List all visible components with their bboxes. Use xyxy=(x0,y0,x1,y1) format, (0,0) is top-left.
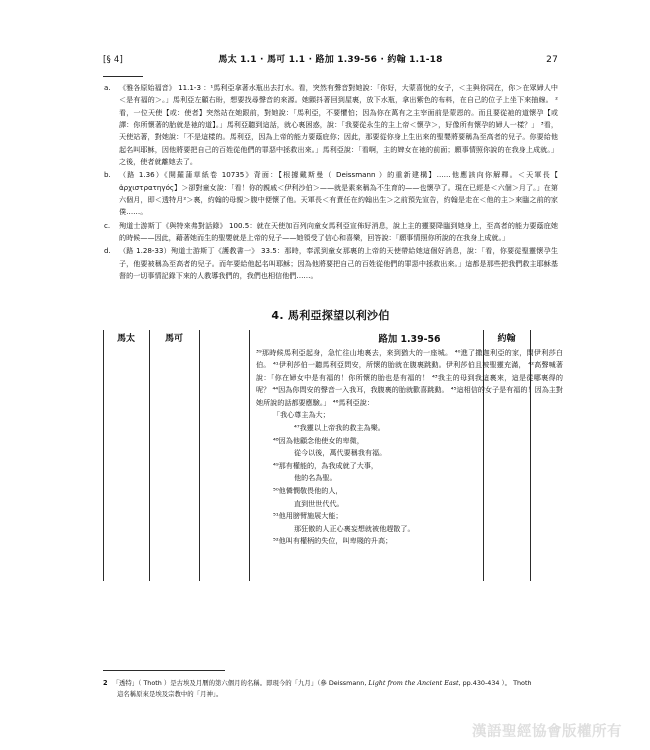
footnote-divider xyxy=(103,670,225,671)
note-label: a. xyxy=(104,83,111,92)
page-number: 27 xyxy=(546,55,558,65)
poem-line: ⁵¹他用膀臂施展大能； xyxy=(273,511,343,521)
poem-line: 從今以後，萬代要稱我有福。 xyxy=(294,448,387,458)
note-item xyxy=(103,82,558,168)
section-marker: [§ 4] xyxy=(103,55,123,65)
column-header-mark: 馬可 xyxy=(164,333,183,344)
poem-line: ⁴⁸因為他顧念他使女的卑微， xyxy=(273,435,364,445)
note-text: 殉道士游斯丁《與特來弗對話錄》 100.5：就在天使加百列向童女馬利亞宣佈好消息，說上主的靈要降臨到她身上，至高者的能力要蔭庇她的時候——因此，藉著她而生的聖嬰就是上帝的兒子——她領受了信心和喜樂，回答說：「願事情照你所說的在我身上成就。」 xyxy=(119,220,558,243)
note-item xyxy=(103,169,558,218)
copyright-watermark: 漢語聖經協會版權所有 xyxy=(472,724,622,740)
header-divider xyxy=(103,76,143,77)
running-head xyxy=(103,48,558,72)
table-rule-2 xyxy=(149,330,150,581)
footnote-number: 2 xyxy=(103,679,108,687)
footnote-text-post: , pp.430-434 ）。 Thoth xyxy=(458,679,532,687)
footnote xyxy=(103,678,558,701)
note-label: b. xyxy=(104,170,111,180)
running-title: 馬太 1.1 · 馬可 1.1 · 路加 1.39-56 · 約翰 1.1-18 xyxy=(218,55,443,65)
note-text: （路 1.28-33）殉道士游斯丁《護教書一》 33.5：那時，奉派到童女那裏的上帝的天使帶給她這個好消息，說：「看，你要從聖靈懷孕生子，他要被稱為至高者的兒子。而年要給他起名叫耶穌；因為他將要把自己的百姓從他們的罪惡中拯救出來。」這都是那些把我們救主耶穌基督的一切事情記錄下來的人教導我們的，我們也相信他們……。 xyxy=(119,246,558,281)
footnote-text-line2: 這名稱原來是埃及宗教中的「月神」。 xyxy=(117,690,223,699)
table-rule-1 xyxy=(103,330,104,581)
note-label: d. xyxy=(104,246,111,256)
section-title: 4. 馬利亞探望以利沙伯 xyxy=(271,308,390,322)
poem-line: 「我心尊主為大； xyxy=(273,410,330,420)
note-label: c. xyxy=(104,220,111,230)
note-text: 《雅各原始福音》 11.1-3 ：¹馬利亞拿著水瓶出去打水。看，突然有聲音對她說：「你好，大蒙喜悅的女子，＜主與你同在，你＞在眾婦人中＜是有福的＞。」馬利亞左顧右盼，想要找尋聲音的來源。她顫抖著回到屋裏，放下水瓶，拿出紫色的布料，在自己的位子上坐下來抽線。 ²看，一位天使【或：使者】突然站在她跟前，對她說：「馬利亞，不要懼怕；因為你在萬有之主宰面前是蒙恩的。而且要從祂的道懷孕【或譯：你所懷著的胎就是祂的道】。」馬利亞聽到這話，就心裏困惑，說：「我要從永生的主上帝＜懷孕＞，好像所有懷孕的婦人一樣？」 ³看，天使站著，對她說：「不是這樣的。馬利亞，因為上帝的能力要蔭庇你；因此，那要從你身上生出來的聖嬰將要稱為至高者的兒子。你要給他起名叫耶穌，因他將要把自己的百姓從他們的罪惡中拯救出來。」馬利亞說：「看啊，主的婢女在祂的前面；願事情照你說的在我身上成就。」之後，使者就離她去了。 xyxy=(119,83,558,167)
poem-line: 直到世世代代。 xyxy=(294,498,344,508)
poem-line: ⁴⁷我靈以上帝我的救主為樂。 xyxy=(294,423,385,433)
lettered-notes xyxy=(103,82,558,283)
footnote-citation-title: Light from the Ancient East xyxy=(368,679,459,687)
column-header-luke: 路加 1.39-56 xyxy=(378,333,441,345)
column-header-john: 約翰 xyxy=(497,333,516,344)
poem-line: ⁵⁰他憐憫敬畏他的人， xyxy=(273,486,343,496)
table-rule-3 xyxy=(199,330,200,581)
luke-passage xyxy=(256,347,563,549)
poem-line: 他的名為聖。 xyxy=(294,473,337,483)
note-item xyxy=(103,220,558,245)
table-rule-4 xyxy=(249,330,250,581)
luke-prose: ³⁹那時候馬利亞起身，急忙往山地裏去，來到猶大的一座城。 ⁴⁰進了撒迦利亞的家，問伊利莎白伯。 ⁴¹伊利莎伯一聽馬利亞問安，所懷的胎就在腹裏跳動。伊利莎伯且被聖靈充滿， ⁴²高聲喊著說：「你在婦女中是有福的！你所懷的胎也是有福的！ ⁴³我主的母到我這裏來，這是從哪裏得的呢？ ⁴⁴因為你問安的聲音一入我耳，我腹裏的胎就歡喜跳動。 ⁴⁵這相信的女子是有福的！因為主對她所說的話都要應驗。」 ⁴⁶馬利亞說： xyxy=(256,347,563,407)
synopsis-table xyxy=(103,330,563,588)
column-header-matthew: 馬太 xyxy=(116,333,135,344)
poem-line: ⁵²他叫有權柄的失位，叫卑賤的升高； xyxy=(273,536,393,546)
magnificat-poem xyxy=(256,409,563,548)
note-item xyxy=(103,245,558,282)
note-text: （路 1.36）《開羅蒲草紙卷 10735》背面：【根據戴斯曼（ Deissmann ）的重新建構】……他應該向你解釋。＜天軍長【 ἀρχιστρατηγός】＞卻對童女說：「看！你的親戚＜伊利沙伯＞——就是素來稱為不生育的——也懷孕了。現在已經是＜六個＞月了。」在第六個月，即＜透特月²＞裏，約翰的母親＞腹中便懷了他。天軍長＜有責任在約翰出生＞之前預先宣告，約翰是走在＜他的主＞來臨之前的家僕……。 xyxy=(119,170,558,217)
footnote-text-pre: 「透特」（ Thoth ）是古埃及月曆的第六個月的名稱。即現今的「九月」（參 Deissmann, xyxy=(112,679,369,687)
poem-line: 那狂傲的人正心裏妄想就被他趕散了。 xyxy=(294,523,415,533)
poem-line: ⁴⁹那有權能的，為我成就了大事， xyxy=(273,460,378,470)
